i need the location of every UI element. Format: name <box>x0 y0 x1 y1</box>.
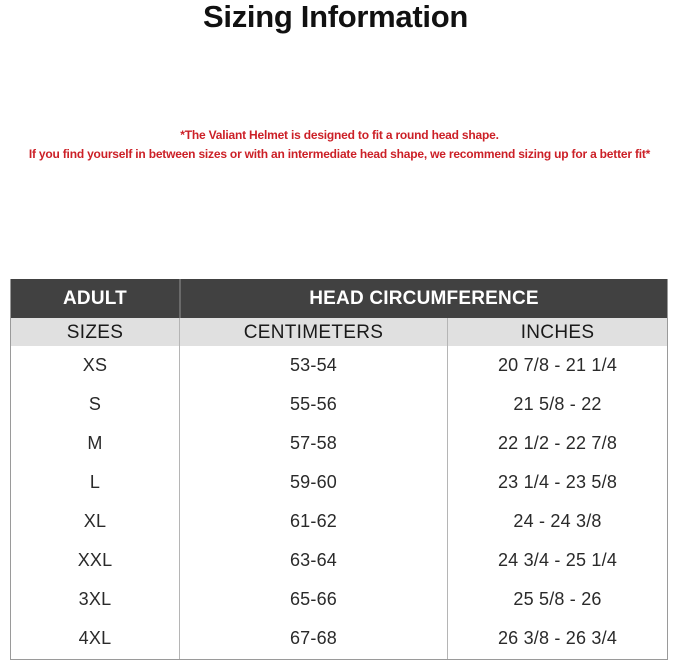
centimeters-cell: 61-62 <box>289 511 338 531</box>
centimeters-cell: 65-66 <box>289 589 338 609</box>
size-cell: 4XL <box>78 628 112 648</box>
table-row <box>11 502 667 541</box>
inches-cell: 25 5/8 - 26 <box>513 589 602 609</box>
table-row <box>11 619 667 658</box>
centimeters-cell: 53-54 <box>289 355 338 375</box>
size-cell: XS <box>82 355 108 375</box>
fit-note-line-2: If you find yourself in between sizes or with an intermediate head shape, we recommend sizing up for a better fit* <box>28 147 651 161</box>
column-header-inches: INCHES <box>520 322 595 343</box>
inches-cell: 23 1/4 - 23 5/8 <box>497 472 618 492</box>
size-cell: L <box>89 472 101 492</box>
inches-cell: 21 5/8 - 22 <box>513 394 602 414</box>
centimeters-cell: 63-64 <box>289 550 338 570</box>
sizing-table <box>10 279 668 660</box>
header-adult: ADULT <box>63 288 127 309</box>
size-cell: 3XL <box>78 589 112 609</box>
column-header-centimeters: CENTIMETERS <box>243 322 384 343</box>
table-row <box>11 463 667 502</box>
table-row <box>11 424 667 463</box>
fit-note-line-1: *The Valiant Helmet is designed to fit a round head shape. <box>180 128 499 142</box>
table-row <box>11 346 667 385</box>
column-header-sizes: SIZES <box>66 322 124 343</box>
inches-cell: 24 - 24 3/8 <box>513 511 602 531</box>
centimeters-cell: 59-60 <box>289 472 338 492</box>
size-cell: XL <box>83 511 107 531</box>
page-title: Sizing Information <box>203 0 468 34</box>
inches-cell: 26 3/8 - 26 3/4 <box>497 628 618 648</box>
table-row <box>11 385 667 424</box>
size-cell: M <box>87 433 103 453</box>
inches-cell: 22 1/2 - 22 7/8 <box>497 433 618 453</box>
table-row <box>11 580 667 619</box>
inches-cell: 20 7/8 - 21 1/4 <box>497 355 618 375</box>
size-cell: S <box>88 394 102 414</box>
inches-cell: 24 3/4 - 25 1/4 <box>497 550 618 570</box>
header-head-circumference: HEAD CIRCUMFERENCE <box>309 288 539 309</box>
centimeters-cell: 67-68 <box>289 628 338 648</box>
table-subheader-row <box>11 318 667 346</box>
centimeters-cell: 57-58 <box>289 433 338 453</box>
centimeters-cell: 55-56 <box>289 394 338 414</box>
table-header-row <box>11 279 667 318</box>
size-cell: XXL <box>77 550 113 570</box>
table-row <box>11 541 667 580</box>
